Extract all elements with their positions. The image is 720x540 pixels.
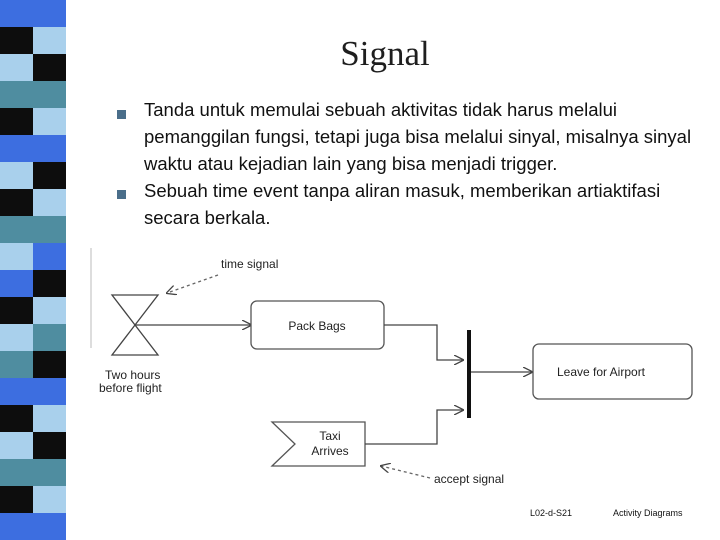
- hourglass-label: before flight: [99, 381, 162, 395]
- taxi-label: Taxi: [319, 429, 341, 443]
- footer-course: Activity Diagrams: [613, 508, 683, 518]
- hourglass-label: Two hours: [105, 368, 161, 382]
- taxi-label: Arrives: [311, 444, 349, 458]
- slide-title: Signal: [340, 34, 430, 73]
- bullet-text: Tanda untuk memulai sebuah aktivitas tidak harus melalui pemanggilan fungsi, tetapi juga bisa melalui sinyal, misalnya sinyal waktu atau kejadian lain yang bisa menjadi trigger.: [144, 99, 692, 174]
- flow-arrow: [384, 325, 463, 360]
- time-signal-arrow: [167, 275, 218, 293]
- accept-signal-label: accept signal: [434, 472, 505, 486]
- leave-airport-label: Leave for Airport: [556, 365, 646, 379]
- accept-signal-arrow: [381, 466, 430, 478]
- flow-arrow: [365, 410, 463, 444]
- footer-slide-code: L02-d-S21: [530, 508, 573, 518]
- bullet-text: Sebuah time event tanpa aliran masuk, memberikan artiaktifasi secara berkala.: [144, 180, 661, 228]
- time-signal-label: time signal: [221, 257, 279, 271]
- pack-bags-label: Pack Bags: [288, 319, 346, 333]
